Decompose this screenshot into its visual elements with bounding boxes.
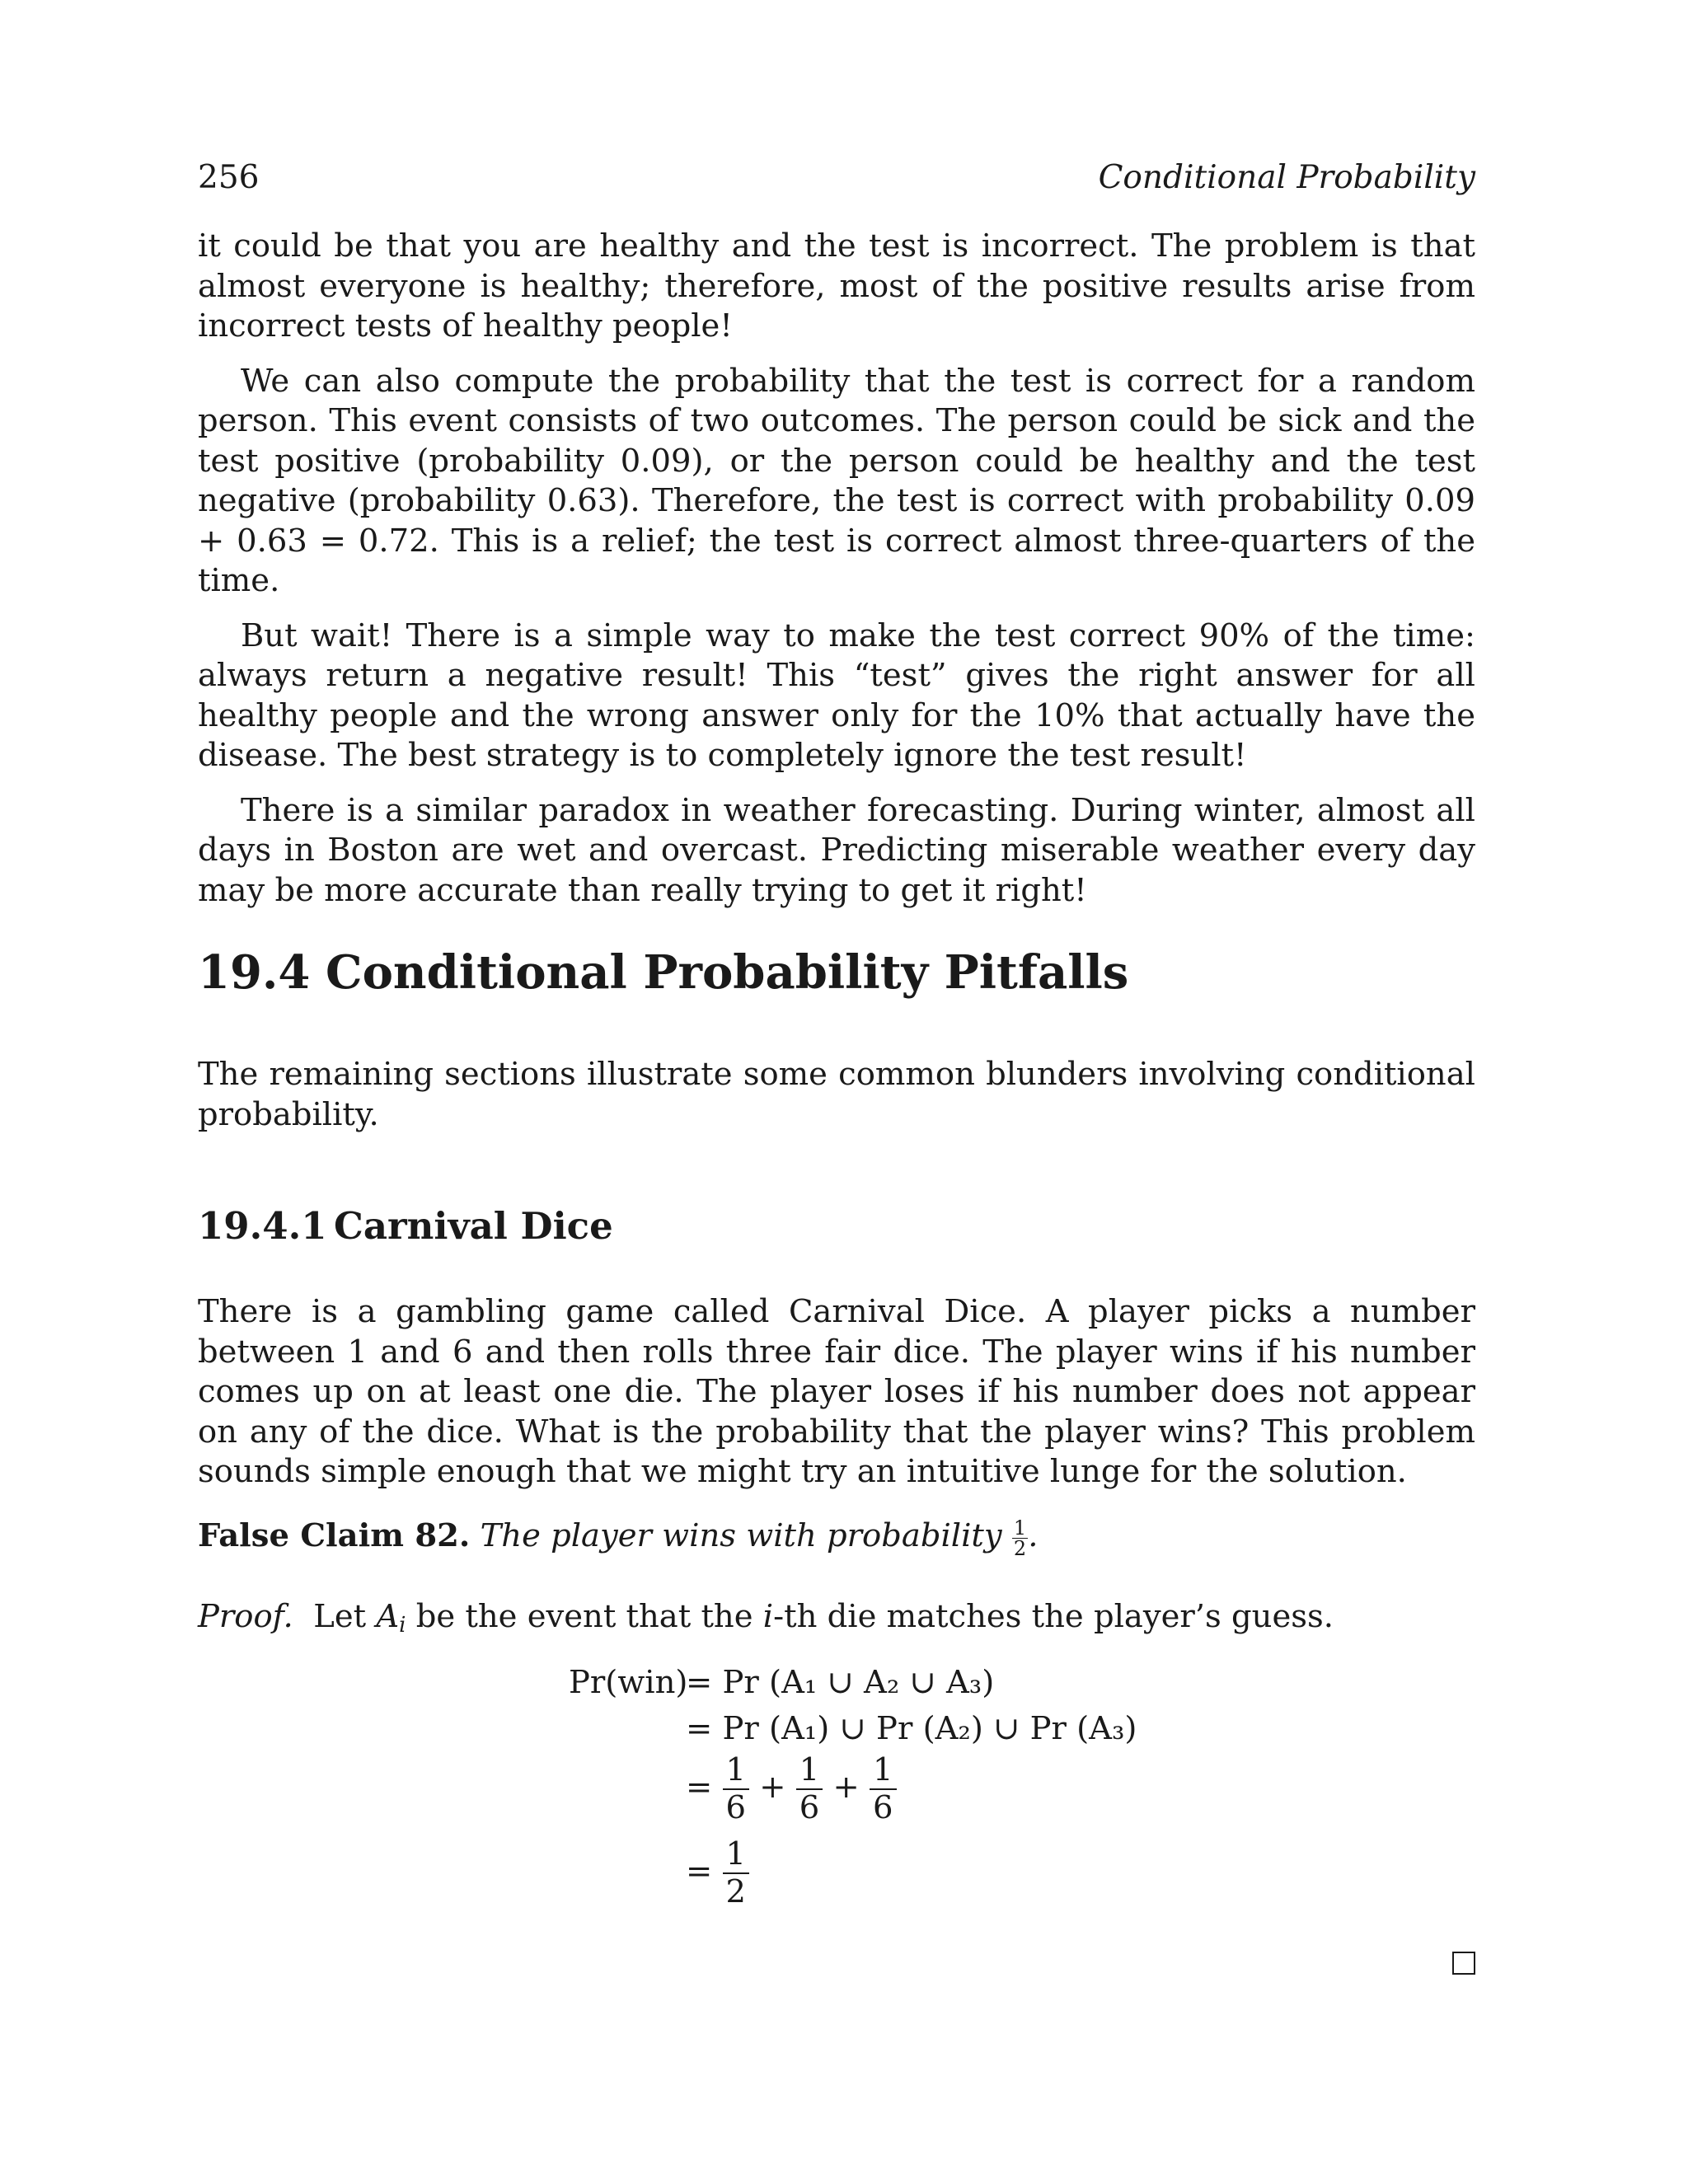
proof-intro bbox=[198, 1597, 1334, 1637]
subsection-number: 19.4.1 bbox=[198, 1204, 327, 1248]
paragraph-3: But wait! There is a simple way to make the test correct 90% of the time: always return a negative result! This “test” gives the right answer for all healthy people and the wrong answer only for the 10% that actually have the disease. The best strategy is to completely ignore the test result! bbox=[198, 616, 1475, 774]
subsection-body bbox=[198, 1292, 1475, 1493]
claim-frac-numerator: 1 bbox=[1013, 1516, 1027, 1540]
section-intro-block bbox=[198, 1055, 1475, 1135]
eq3-frac-1 bbox=[723, 1752, 750, 1826]
paragraph-4: There is a similar paradox in weather forecasting. During winter, almost all days in Boston are wet and overcast. Predicting miserable weather every day may be more accurate than really trying to get it right! bbox=[198, 791, 1475, 909]
page-number: 256 bbox=[198, 159, 260, 196]
eq-line-4 bbox=[686, 1836, 749, 1910]
eq3-plus-2: + bbox=[832, 1769, 860, 1806]
eq4-frac bbox=[723, 1836, 750, 1910]
running-title: Conditional Probability bbox=[1098, 159, 1475, 196]
probability-derivation bbox=[569, 1663, 1311, 1935]
proof-text-a: Let bbox=[313, 1598, 367, 1635]
qed-square-icon bbox=[1452, 1952, 1475, 1975]
eq3-equals: = bbox=[686, 1769, 713, 1806]
proof-var-i: i bbox=[762, 1598, 774, 1635]
claim-fraction bbox=[1012, 1518, 1028, 1558]
running-header bbox=[198, 155, 1475, 201]
eq3-frac-2 bbox=[796, 1752, 823, 1826]
carnival-dice-paragraph: There is a gambling game called Carnival Dice. A player picks a number between 1 and 6 and then rolls three fair dice. The player wins if his number comes up on at least one die. The player loses if his number does not appear on any of the dice. What is the probability that the player wins? This problem sounds simple enough that we might try an intuitive lunge for the solution. bbox=[198, 1293, 1475, 1490]
proof-text-b: be the event that the bbox=[415, 1598, 753, 1635]
frac3-den: 6 bbox=[873, 1789, 893, 1826]
section-title: Conditional Probability Pitfalls bbox=[326, 945, 1129, 1000]
paragraph-2: We can also compute the probability that the test is correct for a random person. This event consists of two outcomes. The person could be sick and the test positive (probability 0.09), or the person could be healthy and the test negative (probability 0.63). Therefore, the test is correct with probability 0.09 + 0.63 = 0.72. This is a relief; the test is correct almost three-quarters of the time. bbox=[198, 362, 1475, 599]
frac1-num: 1 bbox=[723, 1752, 750, 1790]
frac1-den: 6 bbox=[725, 1789, 747, 1826]
claim-text: The player wins with probability bbox=[480, 1517, 1002, 1554]
proof-label: Proof. bbox=[198, 1598, 293, 1635]
proof-var-a: A bbox=[376, 1598, 400, 1635]
frac2-den: 6 bbox=[799, 1789, 820, 1826]
eq-lhs: Pr(win) bbox=[569, 1664, 688, 1701]
frac4-den: 2 bbox=[725, 1873, 747, 1910]
eq3-frac-3 bbox=[870, 1752, 897, 1826]
eq4-equals: = bbox=[686, 1853, 713, 1890]
subsection-title: Carnival Dice bbox=[334, 1204, 613, 1248]
paragraph-1: it could be that you are healthy and the test is incorrect. The problem is that almost everyone is healthy; therefore, most of the positive results arise from incorrect tests of healthy people! bbox=[198, 227, 1475, 344]
proof-var-sub: i bbox=[399, 1613, 406, 1638]
eq3-plus-1: + bbox=[759, 1769, 786, 1806]
frac4-num: 1 bbox=[723, 1836, 750, 1874]
frac3-num: 1 bbox=[870, 1752, 897, 1790]
section-heading bbox=[198, 944, 1128, 1001]
eq-line-2: = Pr (A₁) ∪ Pr (A₂) ∪ Pr (A₃) bbox=[686, 1710, 1137, 1747]
body-text-top bbox=[198, 227, 1475, 911]
eq-line-1: = Pr (A₁ ∪ A₂ ∪ A₃) bbox=[686, 1664, 995, 1701]
proof-text-c: -th die matches the player’s guess. bbox=[773, 1598, 1334, 1635]
section-number: 19.4 bbox=[198, 945, 311, 1000]
eq-line-3 bbox=[686, 1752, 897, 1826]
subsection-heading bbox=[198, 1203, 613, 1249]
claim-label: False Claim 82. bbox=[198, 1517, 471, 1554]
claim-frac-denominator: 2 bbox=[1013, 1536, 1027, 1560]
section-intro: The remaining sections illustrate some common blunders involving conditional probability. bbox=[198, 1056, 1475, 1133]
frac2-num: 1 bbox=[796, 1752, 823, 1790]
false-claim: False Claim 82. The player wins with probability $\frac{1}{2}$ . bbox=[198, 1516, 1039, 1560]
